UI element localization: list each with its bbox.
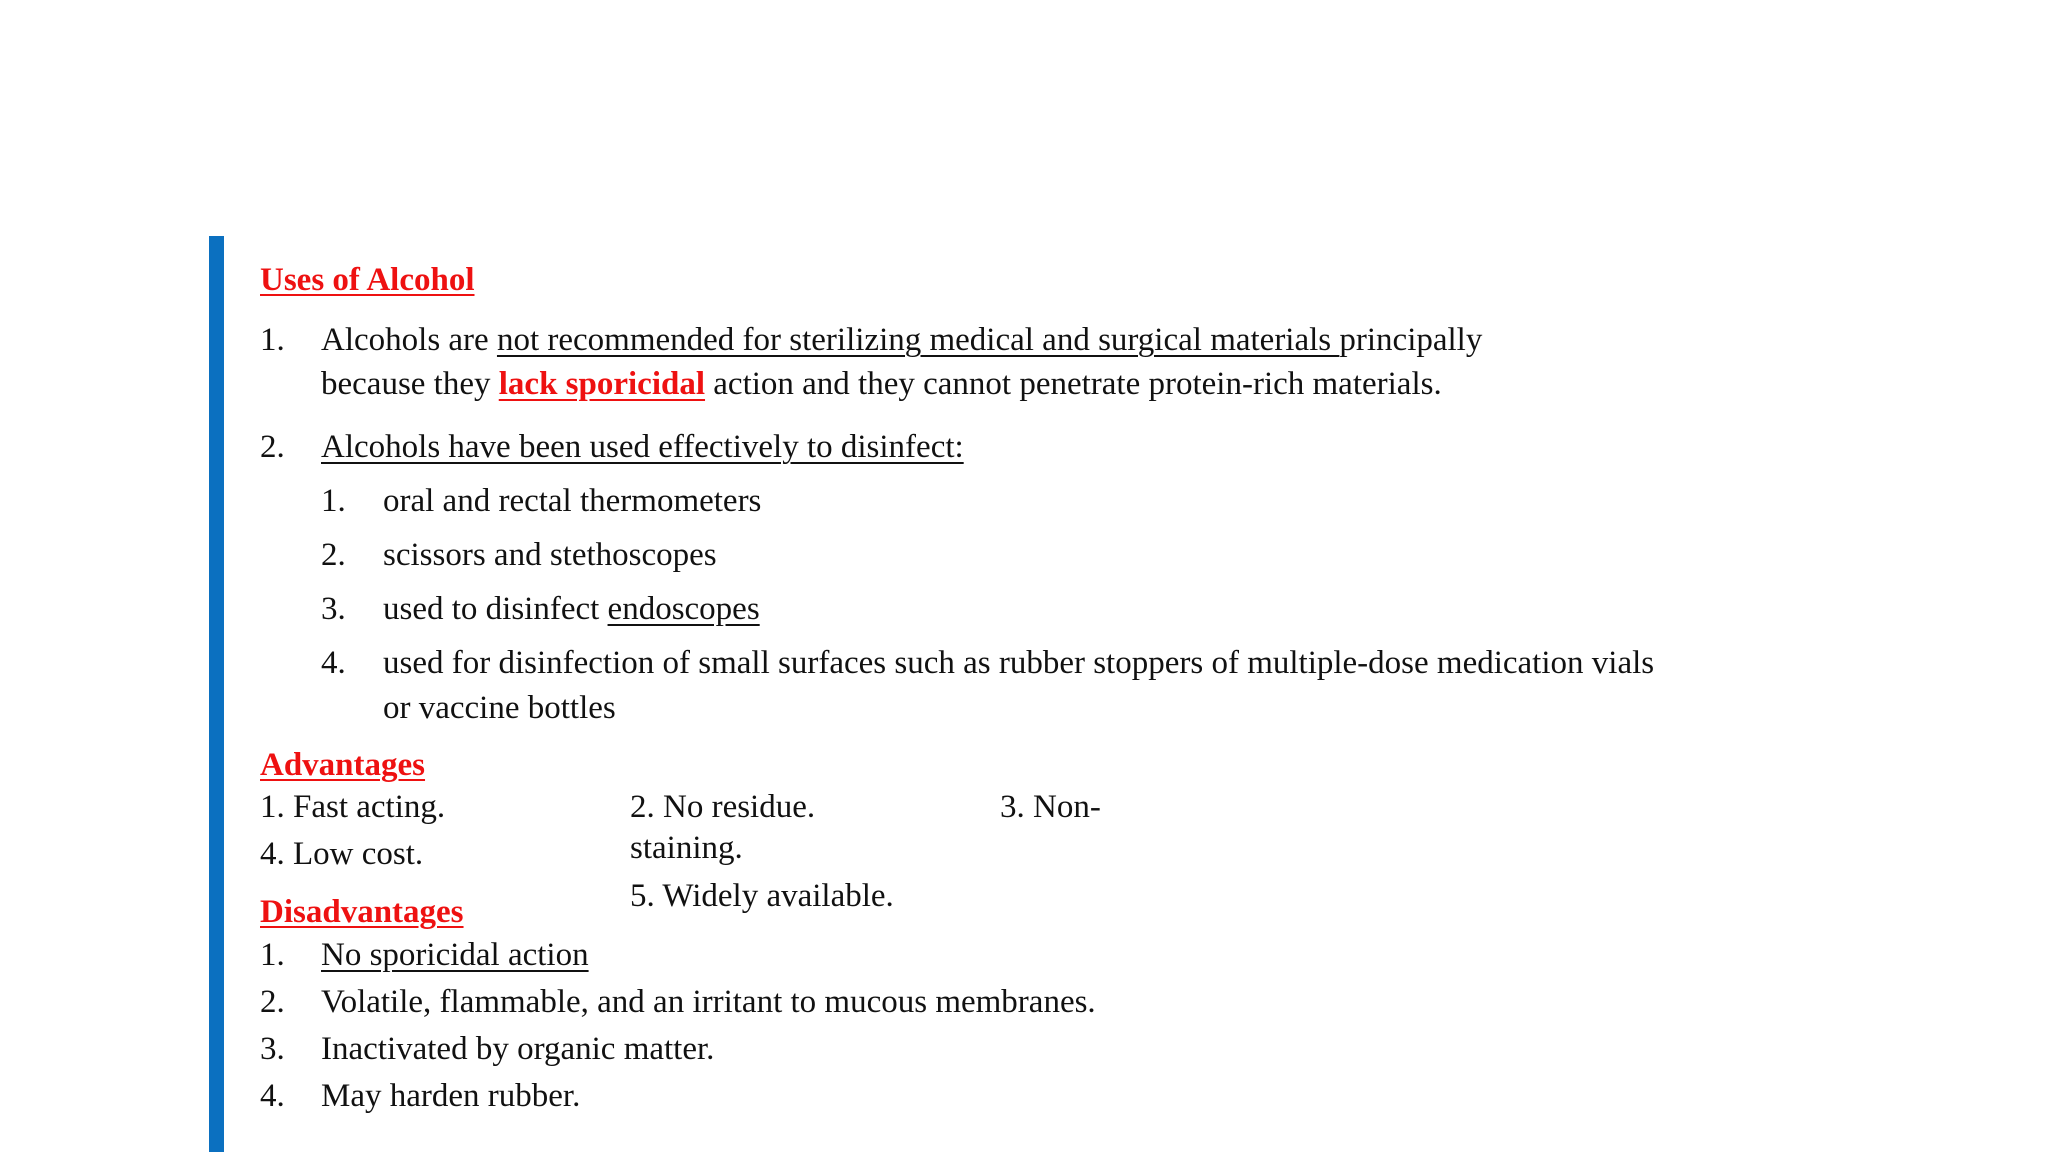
subitem-3-text-a: used to disinfect xyxy=(383,591,608,627)
endoscopes-underlined: endoscopes xyxy=(607,591,760,627)
advantages-widely-available: 5. Widely available. xyxy=(630,878,894,914)
accent-bar xyxy=(209,236,224,1152)
uses-item1-text-underlined: not recommended for sterilizing medical and surgical materials xyxy=(496,322,1340,358)
disadvantage-2-number: 2. xyxy=(260,984,285,1020)
uses-item2-text: Alcohols have been used effectively to disinfect: xyxy=(321,429,964,465)
disadvantage-2-text: Volatile, flammable, and an irritant to mucous membranes. xyxy=(321,984,1096,1020)
uses-item1-number: 1. xyxy=(260,322,285,358)
subitem-4-text: used for disinfection of small surfaces such as rubber stoppers of multiple-dose medication vials xyxy=(383,645,1655,681)
subitem-1-text: oral and rectal thermometers xyxy=(383,483,762,519)
uses-item1-text-c: principally xyxy=(1339,322,1483,358)
lack-sporicidal-highlight: lack sporicidal xyxy=(498,366,706,402)
disadvantage-3-text: Inactivated by organic matter. xyxy=(321,1031,715,1067)
uses-heading: Uses of Alcohol xyxy=(260,262,475,298)
uses-item1-line2-a: because they xyxy=(321,366,499,402)
uses-item2-number: 2. xyxy=(260,429,285,465)
uses-item1-line1 xyxy=(321,318,1482,362)
subitem-3-text xyxy=(383,587,760,631)
subitem-4-text-line2: or vaccine bottles xyxy=(383,690,616,726)
advantages-staining: staining. xyxy=(630,830,743,866)
advantages-no-residue: 2. No residue. xyxy=(630,789,816,825)
subitem-2-number: 2. xyxy=(321,537,346,573)
subitem-3-number: 3. xyxy=(321,591,346,627)
uses-item1-line2 xyxy=(321,362,1442,406)
disadvantage-4-number: 4. xyxy=(260,1078,285,1114)
disadvantage-1-number: 1. xyxy=(260,937,285,973)
advantages-low-cost: 4. Low cost. xyxy=(260,836,424,872)
disadvantage-1-text: No sporicidal action xyxy=(321,937,589,973)
subitem-1-number: 1. xyxy=(321,483,346,519)
disadvantage-3-number: 3. xyxy=(260,1031,285,1067)
advantages-heading: Advantages xyxy=(260,747,426,783)
disadvantages-heading: Disadvantages xyxy=(260,894,464,930)
subitem-4-number: 4. xyxy=(321,645,346,681)
uses-item1-line2-c: action and they cannot penetrate protein-rich materials. xyxy=(705,366,1442,402)
uses-item1-text-a: Alcohols are xyxy=(321,322,497,358)
advantages-non: 3. Non- xyxy=(1000,789,1101,825)
subitem-2-text: scissors and stethoscopes xyxy=(383,537,717,573)
disadvantage-4-text: May harden rubber. xyxy=(321,1078,581,1114)
advantages-fast-acting: 1. Fast acting. xyxy=(260,789,446,825)
